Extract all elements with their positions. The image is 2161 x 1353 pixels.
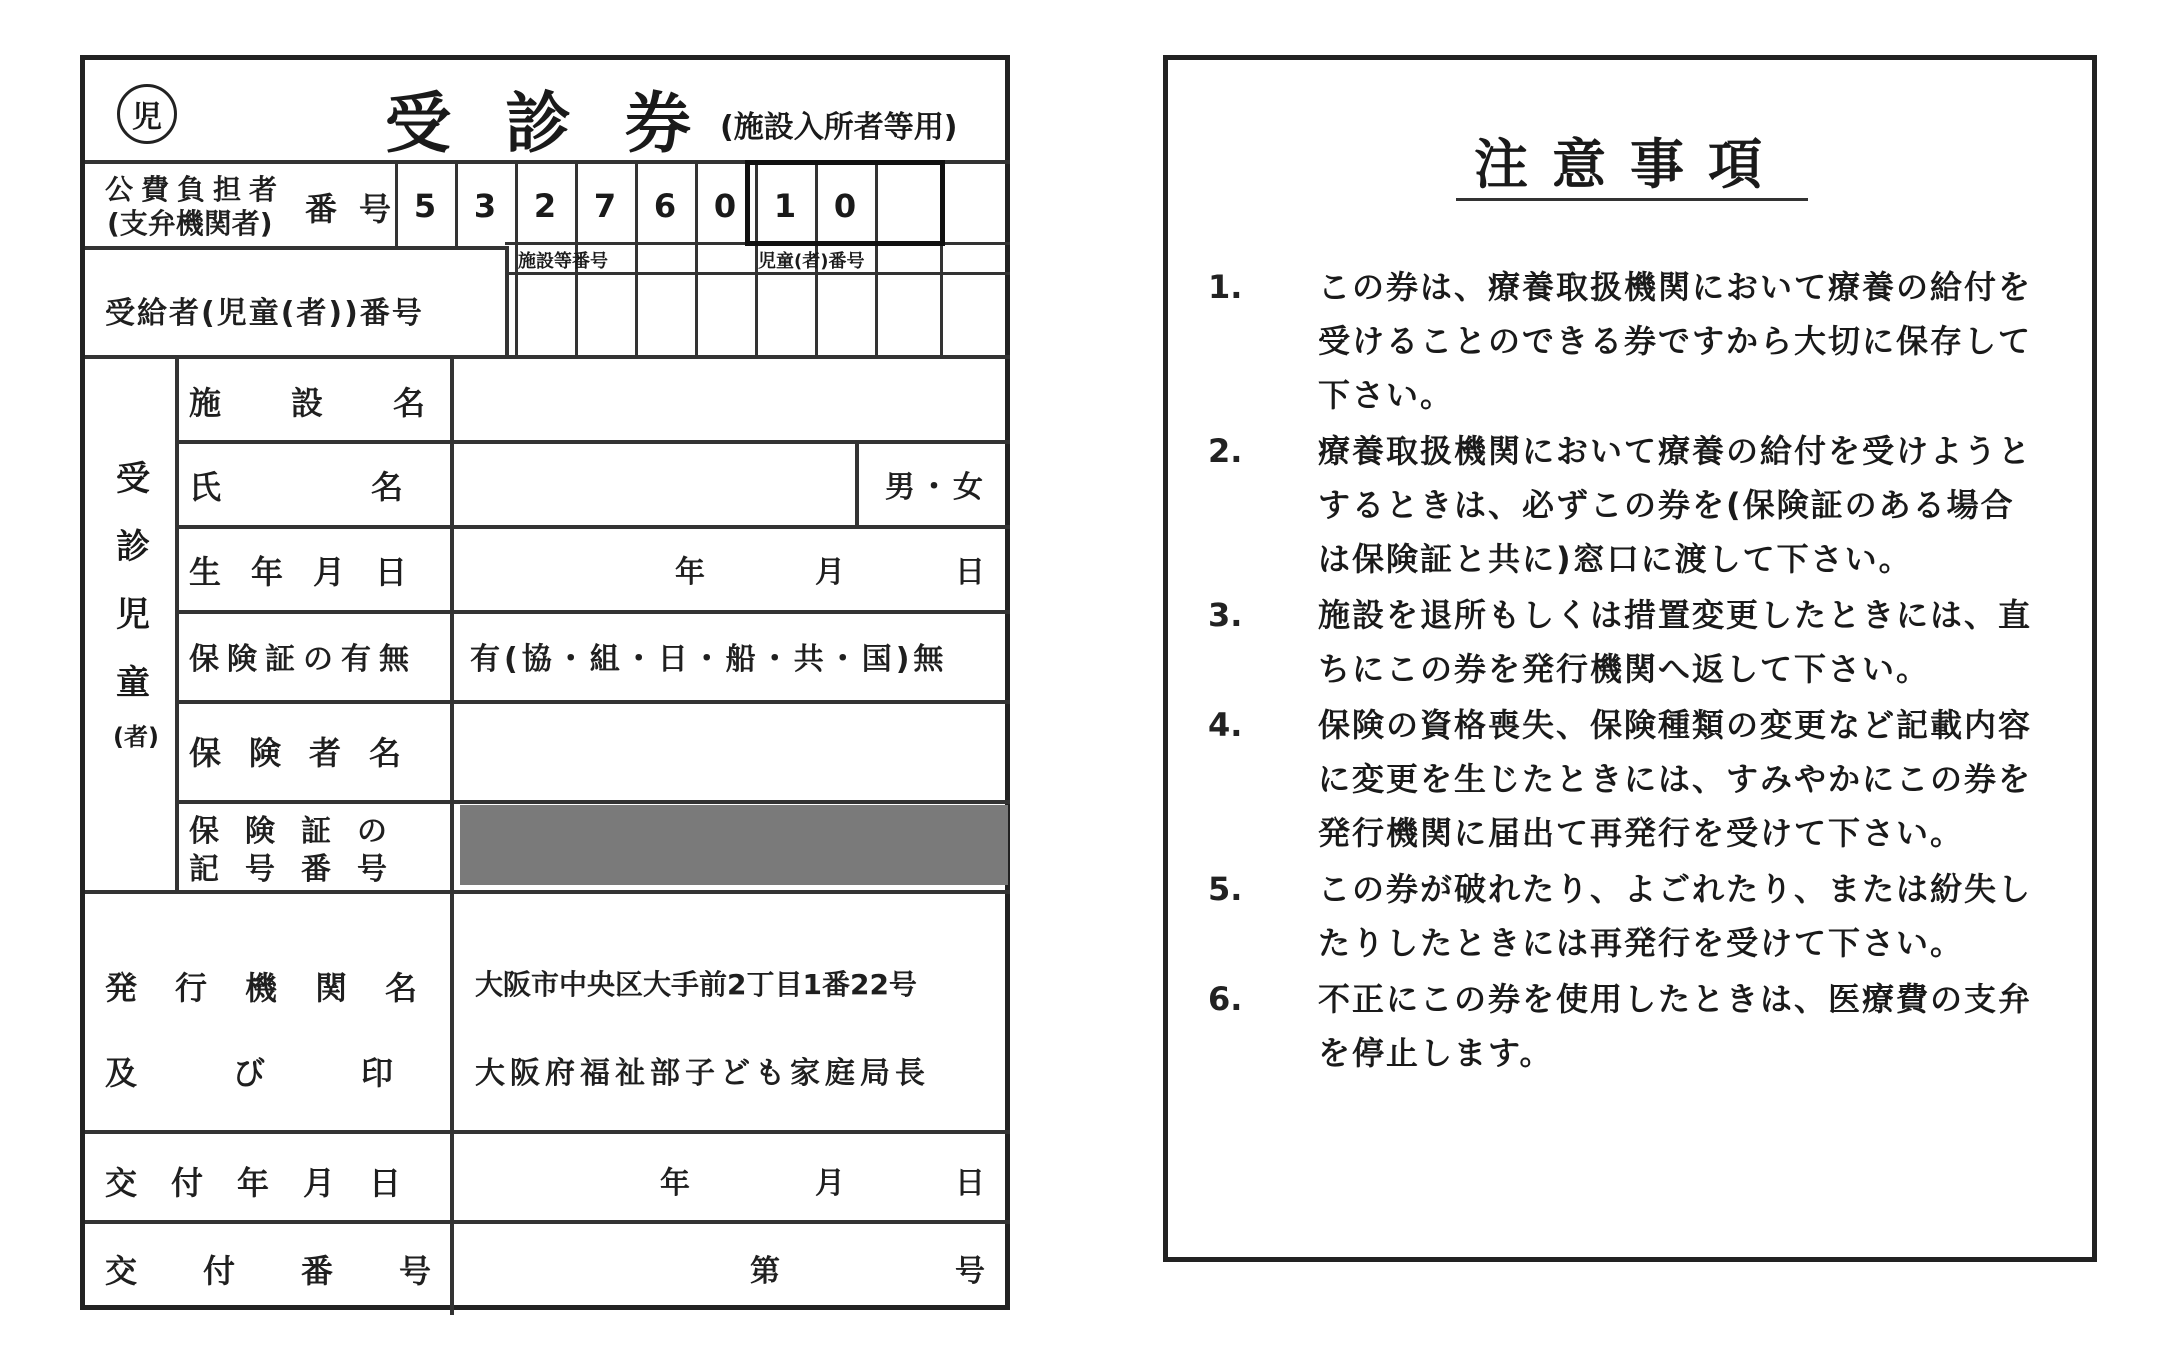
payer-digit: 1 (773, 187, 797, 225)
redacted-insurance-number (460, 805, 1008, 885)
notice-item (1208, 424, 2038, 586)
dob-day: 日 (955, 555, 985, 590)
child-group-label (113, 445, 159, 757)
form-title: 受診券 (385, 85, 745, 162)
sex-options: 男・女 (885, 470, 987, 505)
notice-item (1208, 698, 2038, 860)
consultation-ticket-form (80, 55, 1010, 1310)
insurance-symbol-label: 保険証の (189, 814, 413, 849)
notice-item-text: この券が破れたり、よごれたり、または紛失したりしたときには再発行を受けて下さい。 (1318, 870, 2033, 962)
rule (85, 355, 1010, 359)
group-char: 児 (116, 595, 150, 635)
group-char: 童 (116, 663, 150, 703)
issue-number-label: 交付番号 (105, 1252, 498, 1290)
issuer-label: 発行機関名 (105, 969, 456, 1007)
notice-title: 注意事項 (1474, 133, 1786, 196)
notice-item-number: 4. (1208, 706, 1243, 744)
notice-item-text: 保険の資格喪失、保険種類の変更など記載内容に変更を生じたときには、すみやかにこの券を発行機関に届出て再発行を受けて下さい。 (1318, 706, 2033, 852)
issue-number-go: 号 (955, 1254, 985, 1289)
insurance-label: 保険証の有無 (189, 642, 417, 677)
payer-label-sub: (支弁機関者) (107, 207, 273, 240)
notice-item-number: 6. (1208, 980, 1243, 1018)
payer-digit: 0 (713, 187, 737, 225)
ji-circle-mark: 児 (117, 84, 177, 144)
payer-label: 公費負担者 (105, 173, 286, 206)
notice-title-underline (1456, 198, 1808, 201)
notice-item-number: 3. (1208, 596, 1243, 634)
rule (175, 610, 1010, 614)
notice-item (1208, 588, 2038, 696)
child-number-label: 児童(者)番号 (758, 251, 865, 272)
issuer-label-2: 及び印 (105, 1054, 490, 1092)
rule (175, 355, 179, 890)
issuer-address: 大阪市中央区大手前2丁目1番22号 (475, 968, 917, 1001)
rule (855, 440, 859, 525)
payer-digit: 3 (473, 187, 497, 225)
notice-item-text: 施設を退所もしくは措置変更したときには、直ちにこの券を発行機関へ返して下さい。 (1318, 596, 2033, 688)
issue-day: 日 (955, 1166, 985, 1201)
group-char: 受 (116, 459, 150, 499)
notice-item (1208, 260, 2038, 422)
dob-label: 生年月日 (189, 553, 438, 591)
rule (175, 700, 1010, 704)
number-label: 番号 (305, 190, 414, 228)
insurance-options: 有(協・組・日・船・共・国)無 (470, 642, 948, 677)
dob-month: 月 (815, 555, 845, 590)
rule (85, 890, 1010, 894)
facility-name-label: 施設名 (189, 384, 496, 422)
notice-item (1208, 862, 2038, 970)
insurance-symbol-label-2: 記号番号 (189, 852, 413, 887)
notice-item-number: 2. (1208, 432, 1243, 470)
payer-digit: 0 (833, 187, 857, 225)
issue-number-dai: 第 (750, 1254, 780, 1289)
rule (175, 800, 1010, 804)
rule (85, 246, 505, 250)
rule (85, 1130, 1010, 1134)
issuer-name: 大阪府福祉部子ども家庭局長 (475, 1056, 930, 1091)
facility-number-label: 施設等番号 (518, 251, 608, 272)
dob-year: 年 (675, 555, 705, 590)
notice-panel (1163, 55, 2097, 1262)
issue-year: 年 (660, 1166, 690, 1201)
payer-digit: 7 (593, 187, 617, 225)
payer-digit: 5 (413, 187, 437, 225)
rule (85, 1220, 1010, 1224)
notice-item-number: 5. (1208, 870, 1243, 908)
notice-item-text: 不正にこの券を使用したときは、医療費の支弁を停止します。 (1318, 980, 2033, 1072)
notice-item-text: この券は、療養取扱機関において療養の給付を受けることのできる券ですから大切に保存して下さい。 (1318, 268, 2033, 414)
group-char: (者) (113, 723, 159, 751)
payer-digit: 2 (533, 187, 557, 225)
notice-list (1208, 260, 2038, 1082)
form-subtitle: (施設入所者等用) (720, 110, 958, 145)
name-label: 氏名 (189, 468, 554, 506)
notice-item-number: 1. (1208, 268, 1243, 306)
issue-month: 月 (815, 1166, 845, 1201)
insurer-label: 保険者名 (189, 734, 430, 772)
rule (175, 440, 1010, 444)
notice-item (1208, 972, 2038, 1080)
payer-digit: 6 (653, 187, 677, 225)
notice-item-text: 療養取扱機関において療養の給付を受けようとするときは、必ずこの券を(保険証のある場合は保険証と共に)窓口に渡して下さい。 (1318, 432, 2033, 578)
rule (175, 525, 1010, 529)
recipient-number-label: 受給者(児童(者))番号 (105, 296, 424, 331)
group-char: 診 (116, 527, 150, 567)
issue-date-label: 交付年月日 (105, 1164, 436, 1202)
rule (505, 246, 509, 355)
